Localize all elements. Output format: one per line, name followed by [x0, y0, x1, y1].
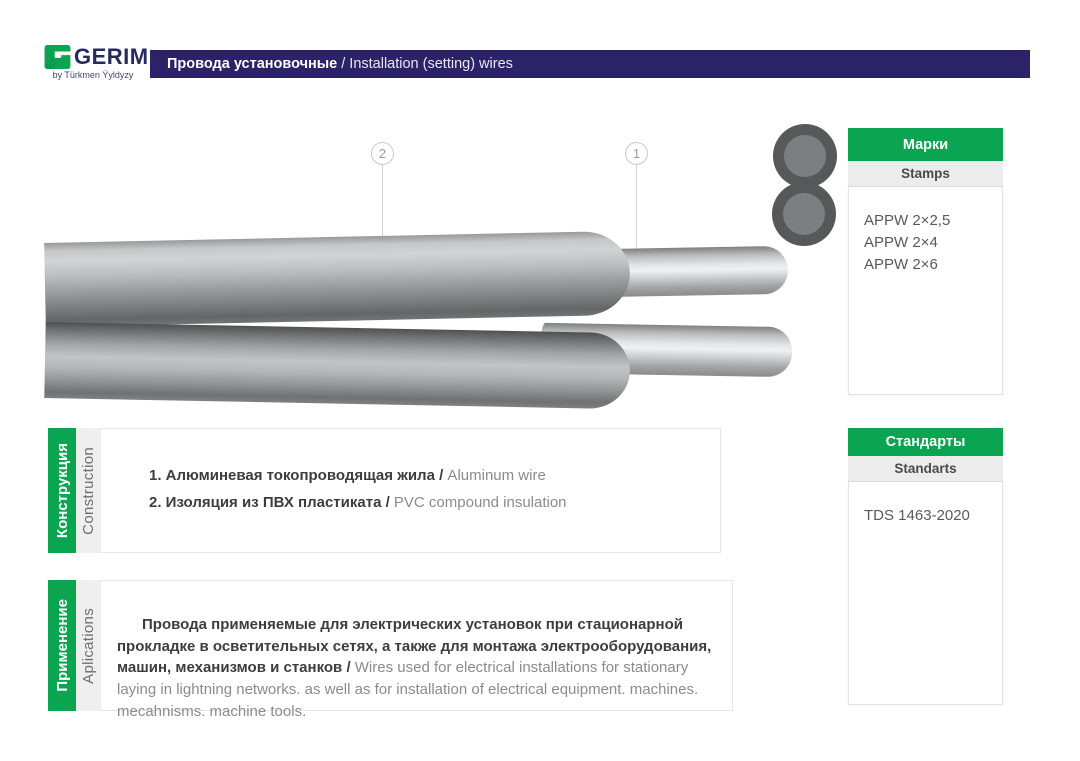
construction-item-ru: 2. Изоляция из ПВХ пластиката / — [149, 494, 390, 511]
application-text-ru: Провода применяемые для электрических установок при стационарной прокладке в осветительных сетях, а также для монтажа электрооборудования, машин, механизмов и станков / — [117, 615, 716, 677]
stamps-item: APPW 2×6 — [864, 256, 938, 273]
brand-logo — [44, 44, 149, 80]
stamps-item: APPW 2×2,5 — [864, 212, 951, 229]
page-title-ru: Провода установочные — [167, 56, 338, 72]
construction-label-ru: Конструкция — [53, 442, 71, 539]
construction-item — [149, 489, 710, 516]
application-label-ru-bar — [48, 580, 76, 711]
brand-name: GERIM — [74, 44, 149, 69]
construction-label-en-bar — [76, 428, 101, 553]
page-title-bar — [150, 50, 1030, 78]
cross-section-bottom-core — [783, 193, 825, 235]
construction-item-ru: 1. Алюминевая токопроводящая жила / — [149, 467, 444, 484]
application-label-en: Aplications — [80, 607, 97, 684]
standards-item: TDS 1463-2020 — [864, 507, 970, 524]
stamps-title-en: Stamps — [848, 161, 1003, 187]
construction-label-en: Construction — [80, 446, 97, 535]
gerim-logo-icon — [44, 45, 71, 69]
cross-section-top-circle — [773, 124, 837, 188]
cross-section-bottom-circle — [772, 182, 836, 246]
application-label-ru: Применение — [53, 599, 71, 692]
construction-label-ru-bar — [48, 428, 76, 553]
standards-title-ru: Стандарты — [848, 428, 1003, 456]
stamps-item: APPW 2×4 — [864, 234, 938, 251]
stamps-title-ru: Марки — [848, 128, 1003, 161]
callout-1-number: 1 — [632, 146, 641, 161]
cross-section-top-core — [784, 135, 826, 177]
stamps-box — [848, 128, 1003, 395]
brand-tagline: by Türkmen Ýyldyzy — [52, 70, 134, 80]
callout-1 — [625, 142, 648, 165]
application-content — [101, 580, 733, 720]
callout-2 — [371, 142, 394, 165]
construction-item-en: Aluminum wire — [443, 467, 546, 484]
standards-title-en: Standarts — [848, 456, 1003, 482]
application-section — [48, 580, 733, 720]
callout-2-leader-line — [382, 164, 383, 246]
standards-list — [848, 482, 1003, 705]
wire-insulation-bottom — [44, 322, 630, 409]
page-title-en: / Installation (setting) wires — [337, 56, 513, 72]
application-label-en-bar — [76, 580, 101, 711]
standards-box — [848, 428, 1003, 705]
construction-content — [101, 428, 721, 553]
callout-1-leader-line — [636, 164, 637, 254]
construction-item-en: PVC compound insulation — [389, 494, 567, 511]
callout-2-number: 2 — [378, 146, 387, 161]
wire-insulation-top — [44, 231, 631, 327]
stamps-list — [848, 187, 1003, 395]
application-text-en: Wires used for electrical installations for stationary laying in lightning networks. as well as for installation of electrical equipment. machines. mecahnisms. machine tools. — [117, 659, 703, 720]
construction-item — [149, 462, 710, 489]
construction-section — [48, 428, 721, 553]
